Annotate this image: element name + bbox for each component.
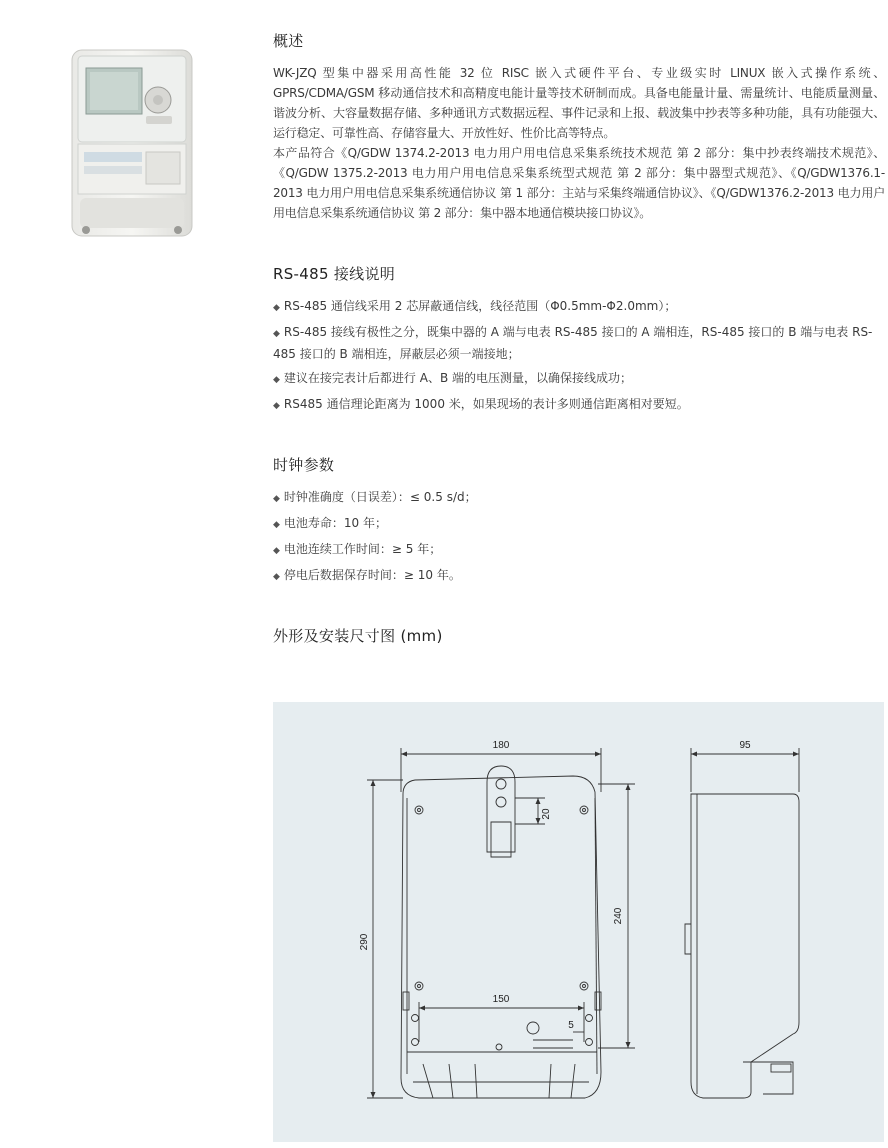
dim-front-width: 180 [492, 740, 510, 751]
bullet-icon: ◆ [273, 329, 280, 339]
list-item: ◆ 停电后数据保存时间：≥ 10 年。 [273, 568, 461, 582]
bullet-icon: ◆ [273, 375, 280, 385]
bullet-icon: ◆ [273, 572, 280, 582]
list-item: ◆ 电池连续工作时间：≥ 5 年； [273, 542, 442, 556]
content-column [273, 30, 885, 646]
dim-total-height: 290 [359, 933, 370, 951]
overview-paragraph-2: 本产品符合《Q/GDW 1374.2-2013 电力用户用电信息采集系统技术规范 第 2 部分：集中抄表终端技术规范》、《Q/GDW 1375.2-2013 电力用户用电信息采集系统型式规范 第 2 部分：集中器型式规范》、《Q/GDW1376.1-2013 电力用户用电信息采集系统通信协议 第 1 部分：主站与采集终端通信协议》、《Q/GDW1376.2-2013 电力用户用电信息采集系统通信协议 第 2 部分：集中器本地通信模块接口协议》。 [273, 146, 885, 220]
dim-side-width: 95 [739, 740, 751, 751]
list-item: ◆ 建议在接完表计后都进行 A、B 端的电压测量，以确保接线成功； [273, 371, 632, 385]
product-photo [66, 48, 198, 244]
list-item: ◆ RS-485 接线有极性之分，既集中器的 A 端与电表 RS-485 接口的 A 端相连，RS-485 接口的 B 端与电表 RS-485 接口的 B 端相连，屏蔽层必须一端接地； [273, 325, 873, 361]
dim-mount-width: 150 [492, 994, 510, 1005]
rs485-list [273, 296, 885, 416]
bullet-icon: ◆ [273, 546, 280, 556]
bullet-icon: ◆ [273, 520, 280, 530]
bullet-icon: ◆ [273, 303, 280, 313]
list-item: ◆ RS-485 通信线采用 2 芯屏蔽通信线，线径范围（Φ0.5mm-Φ2.0mm）； [273, 299, 677, 313]
dimensions-title: 外形及安装尺寸图 (mm) [273, 627, 443, 645]
list-item: ◆ RS485 通信理论距离为 1000 米，如果现场的表计多则通信距离相对要短。 [273, 397, 689, 411]
dim-mount-height: 240 [613, 907, 624, 925]
overview-paragraph-1: WK-JZQ 型集中器采用高性能 32 位 RISC 嵌入式硬件平台、专业级实时 LINUX 嵌入式操作系统、GPRS/CDMA/GSM 移动通信技术和高精度电能计量等技术研制而成。具备电能量计量、需量统计、电能质量测量、谐波分析、大容量数据存储、多种通讯方式数据远程、事件记录和上报、载波集中抄表等多种功能，具有功能强大、运行稳定、可靠性高、存储容量大、开放性好、性价比高等特点。 [273, 66, 885, 140]
clock-list [273, 487, 885, 587]
list-item: ◆ 时钟准确度（日误差）：≤ 0.5 s/d； [273, 490, 477, 504]
overview-title: 概述 [273, 32, 304, 50]
dimension-drawing [273, 702, 884, 1142]
clock-title: 时钟参数 [273, 456, 335, 474]
bullet-icon: ◆ [273, 401, 280, 411]
bullet-icon: ◆ [273, 494, 280, 504]
list-item: ◆ 电池寿命：10 年； [273, 516, 388, 530]
rs485-title: RS-485 接线说明 [273, 265, 396, 283]
dimension-diagram [273, 702, 884, 1142]
dim-hook-offset: 20 [541, 808, 552, 820]
dim-small-gap: 5 [568, 1020, 574, 1031]
